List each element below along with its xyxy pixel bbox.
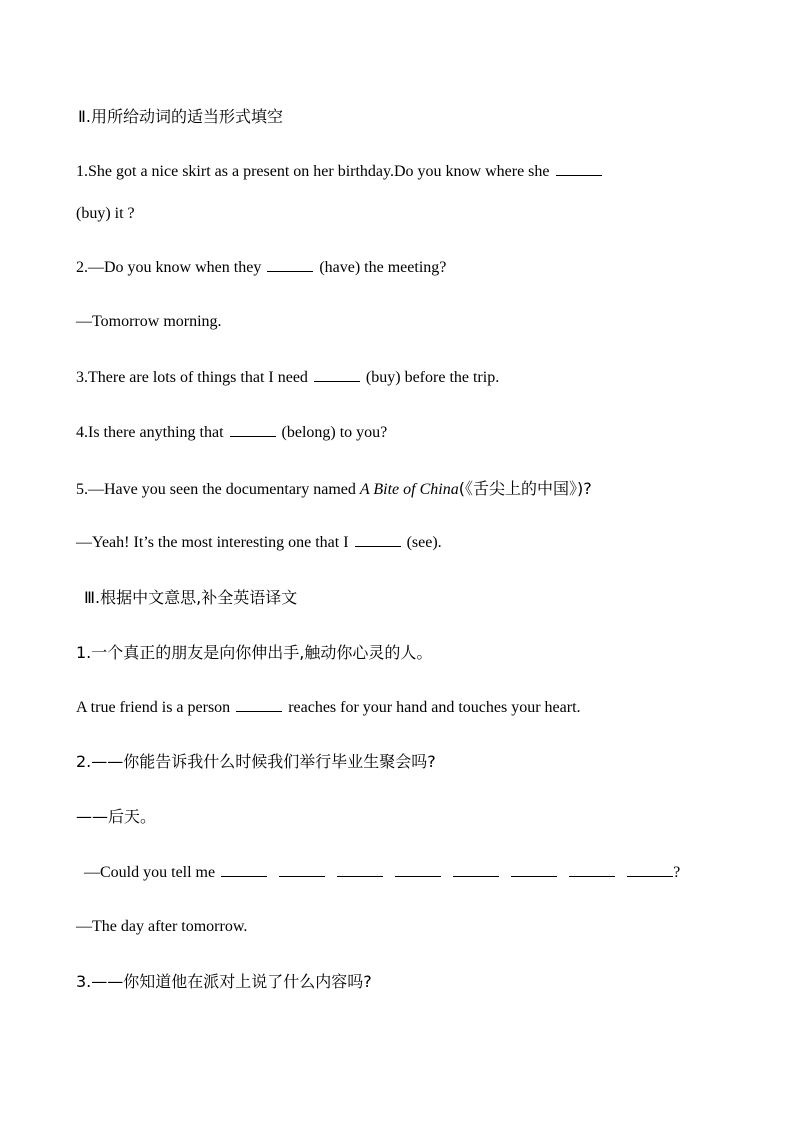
question-text: 2.—Do you know when they bbox=[76, 259, 262, 276]
answer-blank[interactable] bbox=[556, 161, 602, 176]
question-text: 5.—Have you seen the documentary named bbox=[76, 481, 360, 498]
question-2-4 bbox=[76, 422, 734, 443]
question-3-2-chinese: 2.——你能告诉我什么时候我们举行毕业生聚会吗? bbox=[76, 752, 436, 771]
question-2-2 bbox=[76, 257, 734, 278]
question-2-5-answer bbox=[76, 532, 734, 553]
question-text: —Could you tell me bbox=[84, 864, 216, 881]
answer-text: —Yeah! It’s the most interesting one that I bbox=[76, 534, 349, 551]
answer-blank[interactable] bbox=[453, 862, 499, 877]
question-2-3 bbox=[76, 367, 734, 388]
question-text: 1.She got a nice skirt as a present on her birthday.Do you know where she bbox=[76, 163, 550, 180]
question-3-2-english-answer: —The day after tomorrow. bbox=[76, 918, 248, 935]
question-3-2-chinese-answer: ——后天。 bbox=[76, 807, 157, 826]
question-2-5 bbox=[76, 479, 734, 500]
question-end-mark: ? bbox=[673, 864, 681, 881]
question-text: 4.Is there anything that bbox=[76, 424, 224, 441]
question-3-1-chinese: 1.一个真正的朋友是向你伸出手,触动你心灵的人。 bbox=[76, 643, 433, 662]
question-text: (buy) before the trip. bbox=[365, 369, 500, 386]
question-text: 3.There are lots of things that I need bbox=[76, 369, 308, 386]
answer-blank[interactable] bbox=[511, 862, 557, 877]
question-text: (《舌尖上的中国》)? bbox=[458, 479, 592, 498]
question-3-2-english bbox=[84, 862, 734, 883]
section-3-heading: Ⅲ.根据中文意思,补全英语译文 bbox=[84, 588, 298, 607]
question-3-3-chinese: 3.——你知道他在派对上说了什么内容吗? bbox=[76, 972, 372, 991]
question-2-1-line-2: (buy) it ? bbox=[76, 205, 135, 222]
question-text: (have) the meeting? bbox=[319, 259, 447, 276]
answer-blank[interactable] bbox=[395, 862, 441, 877]
answer-blank[interactable] bbox=[569, 862, 615, 877]
question-text: reaches for your hand and touches your heart. bbox=[288, 699, 581, 716]
question-text: (belong) to you? bbox=[281, 424, 388, 441]
answer-blank[interactable] bbox=[279, 862, 325, 877]
section-2-heading: Ⅱ.用所给动词的适当形式填空 bbox=[78, 107, 283, 126]
question-text: A true friend is a person bbox=[76, 699, 231, 716]
answer-blank[interactable] bbox=[314, 367, 360, 382]
answer-blank[interactable] bbox=[236, 697, 282, 712]
answer-text: (see). bbox=[406, 534, 442, 551]
question-2-2-answer: —Tomorrow morning. bbox=[76, 313, 222, 330]
answer-blank[interactable] bbox=[355, 532, 401, 547]
answer-blank[interactable] bbox=[627, 862, 673, 877]
answer-blank[interactable] bbox=[221, 862, 267, 877]
answer-blank[interactable] bbox=[267, 257, 313, 272]
question-2-1-line-1 bbox=[76, 161, 734, 182]
documentary-title: A Bite of China bbox=[359, 481, 459, 498]
answer-blank[interactable] bbox=[337, 862, 383, 877]
question-3-1-english bbox=[76, 697, 734, 718]
answer-blank[interactable] bbox=[230, 422, 276, 437]
